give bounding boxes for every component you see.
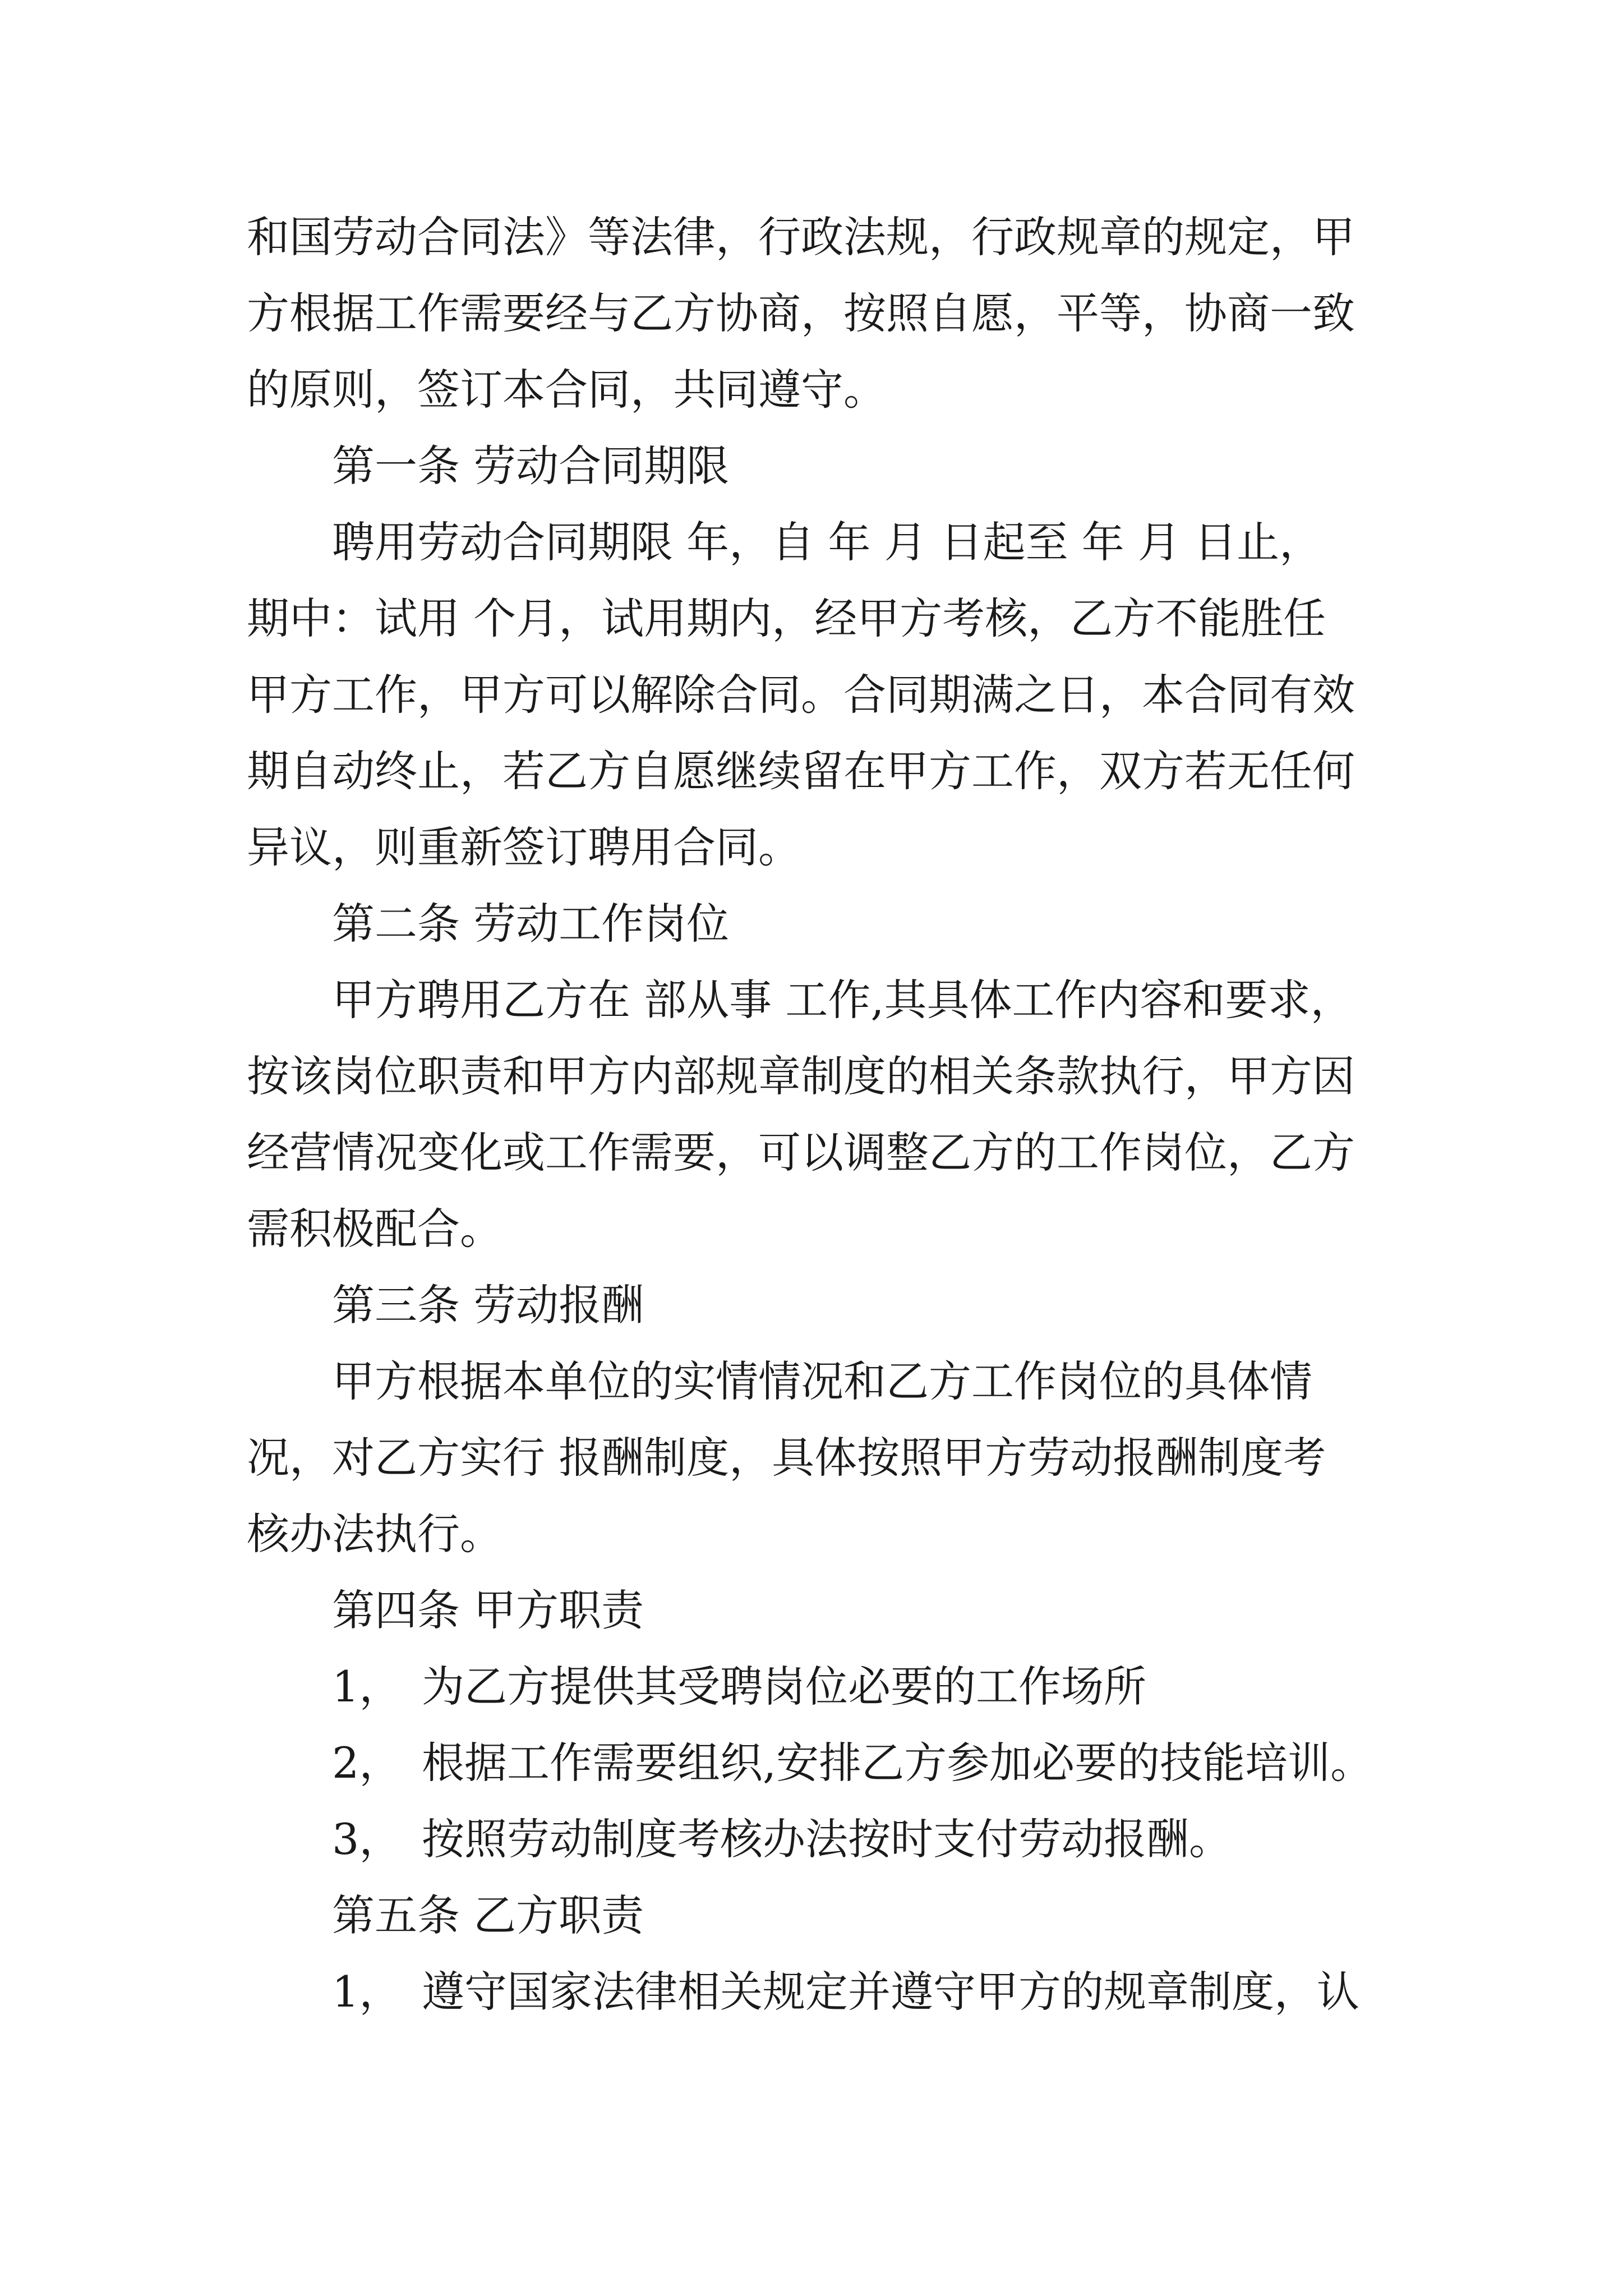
- article3-line: 核办法执行。: [247, 1509, 502, 1559]
- intro-line: 的原则，签订本合同，共同遵守。: [247, 365, 886, 415]
- intro-line: 方根据工作需要经与乙方协商，按照自愿，平等，协商一致: [247, 288, 1355, 338]
- article2-line: 按该岗位职责和甲方内部规章制度的相关条款执行，甲方因: [247, 1051, 1355, 1101]
- article4-item: [247, 1649, 1391, 1725]
- article2-line: 经营情况变化或工作需要，可以调整乙方的工作岗位，乙方: [247, 1128, 1355, 1177]
- article4-item: [247, 1801, 1391, 1878]
- item-text: 根据工作需要组织,安排乙方参加必要的技能培训。: [422, 1738, 1373, 1788]
- article4-item: [247, 1725, 1391, 1801]
- article1-line: 期中：试用 个月，试用期内，经甲方考核，乙方不能胜任: [247, 593, 1326, 643]
- intro-line: 和国劳动合同法》等法律，行政法规，行政规章的规定，甲: [247, 212, 1355, 262]
- article1-line: 期自动终止，若乙方自愿继续留在甲方工作，双方若无任何: [247, 746, 1355, 796]
- item-number: 1，: [332, 1662, 402, 1711]
- item-text: 遵守国家法律相关规定并遵守甲方的规章制度，认: [422, 1967, 1359, 2017]
- article2-heading: 第二条 劳动工作岗位: [332, 899, 730, 949]
- document-body: [247, 199, 1391, 2030]
- article3-line: 况，对乙方实行 报酬制度，具体按照甲方劳动报酬制度考: [247, 1433, 1326, 1483]
- article5-heading: 第五条 乙方职责: [332, 1890, 644, 1940]
- article3-heading: 第三条 劳动报酬: [332, 1280, 644, 1330]
- item-text: 为乙方提供其受聘岗位必要的工作场所: [422, 1662, 1146, 1711]
- item-number: 3，: [332, 1814, 402, 1864]
- article1-line: 聘用劳动合同期限 年，自 年 月 日起至 年 月 日止，: [332, 517, 1322, 567]
- item-text: 按照劳动制度考核办法按时支付劳动报酬。: [422, 1814, 1232, 1864]
- article5-item: [247, 1954, 1391, 2030]
- article4-heading: 第四条 甲方职责: [332, 1585, 644, 1635]
- article2-line: 需积极配合。: [247, 1204, 502, 1254]
- article2-line: 甲方聘用乙方在 部从事 工作,其具体工作内容和要求，: [332, 975, 1353, 1025]
- article1-line: 异议，则重新签订聘用合同。: [247, 822, 801, 872]
- article1-heading: 第一条 劳动合同期限: [332, 441, 730, 491]
- article3-line: 甲方根据本单位的实情情况和乙方工作岗位的具体情: [332, 1356, 1312, 1406]
- item-number: 2，: [332, 1738, 402, 1788]
- item-number: 1，: [332, 1967, 402, 2017]
- article1-line: 甲方工作，甲方可以解除合同。合同期满之日，本合同有效: [247, 670, 1355, 720]
